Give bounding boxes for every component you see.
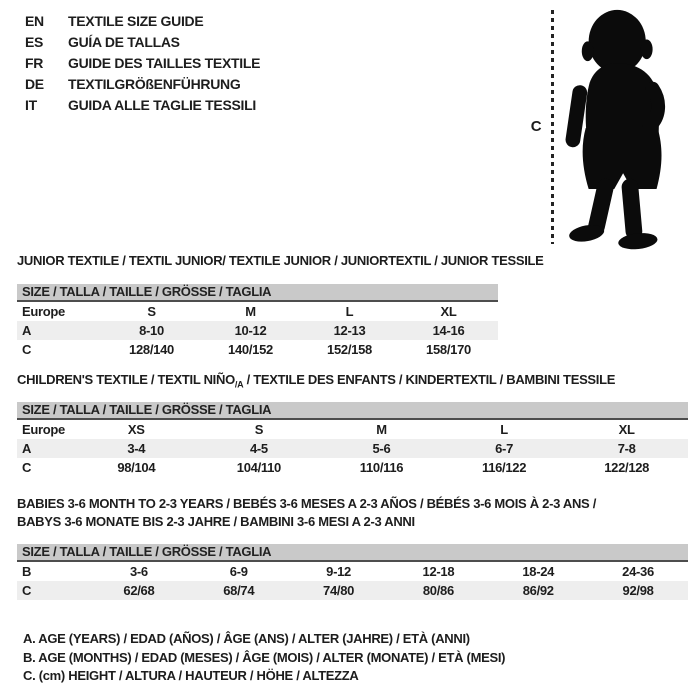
language-title: TEXTILE SIZE GUIDE — [68, 12, 204, 29]
row-label: C — [22, 583, 32, 598]
table-cell: 158/170 — [426, 342, 471, 357]
language-row — [25, 52, 260, 73]
table-cell: 12-13 — [333, 323, 366, 338]
row-label: Europe — [22, 422, 65, 437]
table-cell: 24-36 — [622, 564, 654, 579]
language-row — [25, 10, 260, 31]
table-cell: XL — [440, 304, 457, 319]
height-measure-dashed-line — [551, 10, 554, 244]
language-code: DE — [25, 75, 44, 92]
table-cell: S — [147, 304, 156, 319]
table-cell: 68/74 — [223, 583, 255, 598]
row-label: Europe — [22, 304, 65, 319]
footnote-legend — [23, 630, 505, 686]
table-cell: 9-12 — [326, 564, 351, 579]
toddler-silhouette — [560, 6, 698, 252]
language-row — [25, 73, 260, 94]
table-cell: 10-12 — [234, 323, 267, 338]
table-cell: 122/128 — [604, 460, 650, 475]
table-cell: XL — [618, 422, 635, 437]
table-cell: 80/86 — [422, 583, 454, 598]
table-row — [17, 581, 688, 600]
table-row — [17, 340, 498, 359]
language-code: IT — [25, 96, 37, 113]
language-code: EN — [25, 12, 44, 29]
row-label: C — [22, 342, 32, 357]
table-row — [17, 439, 688, 458]
table-cell: 98/104 — [117, 460, 156, 475]
table-cell: L — [345, 304, 354, 319]
babies-size-table — [17, 544, 688, 600]
table-cell: 74/80 — [323, 583, 355, 598]
language-title: GUÍA DE TALLAS — [68, 33, 180, 50]
table-cell: 140/152 — [228, 342, 273, 357]
children-table-title — [17, 371, 615, 394]
row-label: A — [22, 441, 32, 456]
row-label: C — [22, 460, 32, 475]
babies-table-title — [17, 495, 596, 531]
junior-table-title-text: JUNIOR TEXTILE / TEXTIL JUNIOR/ TEXTILE JUNIOR / JUNIORTEXTIL / JUNIOR TESSILE — [17, 253, 544, 268]
footnote-b: B. AGE (MONTHS) / EDAD (MESES) / ÂGE (MOIS) / ALTER (MONATE) / ETÀ (MESI) — [23, 649, 506, 665]
table-row — [17, 321, 498, 340]
table-cell: 86/92 — [522, 583, 554, 598]
table-cell: 6-9 — [229, 564, 248, 579]
language-code: FR — [25, 54, 44, 71]
table-cell: 12-18 — [422, 564, 455, 579]
table-cell: 18-24 — [522, 564, 555, 579]
junior-table-title — [17, 252, 544, 270]
table-row — [17, 562, 688, 581]
footnote-c: C. (cm) HEIGHT / ALTURA / HAUTEUR / HÖHE / ALTEZZA — [23, 668, 359, 683]
size-header-bar: SIZE / TALLA / TAILLE / GRÖSSE / TAGLIA — [17, 402, 688, 420]
table-row — [17, 420, 688, 439]
children-table-title-sub: /A — [234, 379, 244, 390]
table-row — [17, 458, 688, 477]
children-size-table — [17, 402, 688, 477]
table-cell: 128/140 — [129, 342, 174, 357]
table-cell: 14-16 — [432, 323, 465, 338]
language-code: ES — [25, 33, 44, 50]
table-cell: 104/110 — [236, 460, 281, 475]
table-cell: 152/158 — [327, 342, 372, 357]
table-cell: 92/98 — [622, 583, 654, 598]
table-cell: 3-4 — [127, 441, 146, 456]
table-cell: M — [245, 304, 256, 319]
language-title: GUIDA ALLE TAGLIE TESSILI — [68, 96, 256, 113]
language-row — [25, 31, 260, 52]
table-cell: 5-6 — [372, 441, 391, 456]
table-cell: 62/68 — [123, 583, 155, 598]
table-row — [17, 302, 498, 321]
language-title: GUIDE DES TAILLES TEXTILE — [68, 54, 261, 71]
size-header-bar: SIZE / TALLA / TAILLE / GRÖSSE / TAGLIA — [17, 284, 498, 302]
table-cell: 3-6 — [129, 564, 148, 579]
table-cell: S — [254, 422, 264, 437]
table-cell: XS — [127, 422, 145, 437]
table-cell: 8-10 — [139, 323, 164, 338]
table-cell: 116/122 — [481, 460, 527, 475]
table-cell: M — [376, 422, 387, 437]
children-table-title-text: / TEXTILE DES ENFANTS / KINDERTEXTIL / BAMBINI TESSILE — [243, 372, 616, 387]
size-header-bar: SIZE / TALLA / TAILLE / GRÖSSE / TAGLIA — [17, 544, 688, 562]
height-measure-label: C — [530, 118, 542, 135]
babies-table-title-line1: BABIES 3-6 MONTH TO 2-3 YEARS / BEBÉS 3-6 MESES A 2-3 AÑOS / BÉBÉS 3-6 MOIS À 2-3 ANS / — [17, 496, 597, 511]
children-table-title-text: CHILDREN'S TEXTILE / TEXTIL NIÑO — [17, 372, 235, 387]
babies-table-title-line2: BABYS 3-6 MONATE BIS 2-3 JAHRE / BAMBINI 3-6 MESI A 2-3 ANNI — [17, 514, 415, 529]
row-label: B — [22, 564, 32, 579]
table-cell: 4-5 — [249, 441, 268, 456]
language-title: TEXTILGRÖßENFÜHRUNG — [68, 75, 241, 92]
junior-size-table — [17, 284, 498, 359]
table-cell: 6-7 — [495, 441, 514, 456]
table-cell: 7-8 — [617, 441, 636, 456]
table-cell: L — [500, 422, 508, 437]
language-row — [25, 94, 260, 115]
table-cell: 110/116 — [359, 460, 404, 475]
row-label: A — [22, 323, 32, 338]
language-title-list — [25, 10, 260, 115]
footnote-a: A. AGE (YEARS) / EDAD (AÑOS) / ÂGE (ANS) / ALTER (JAHRE) / ETÀ (ANNI) — [23, 631, 470, 646]
